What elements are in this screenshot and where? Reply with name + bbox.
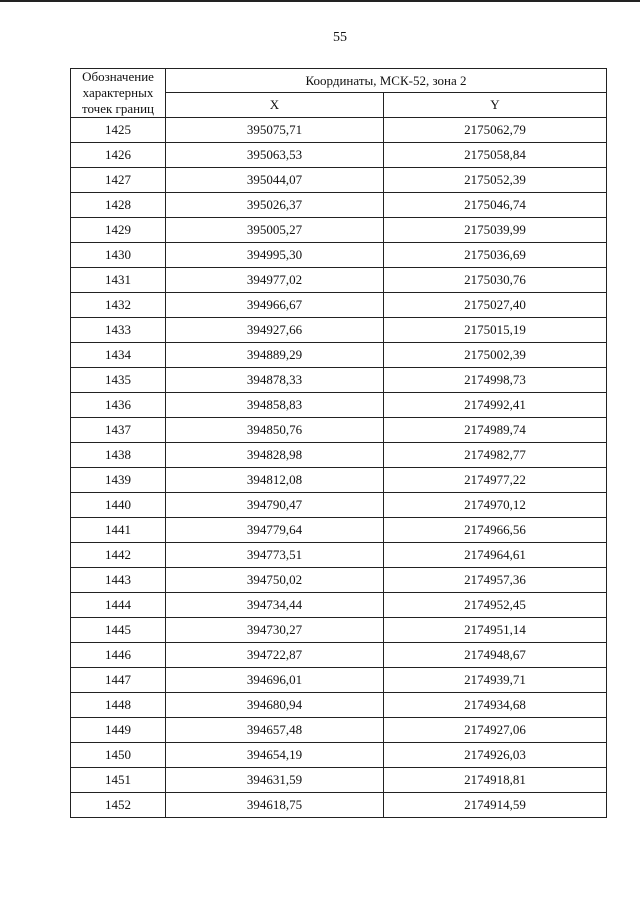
table-row bbox=[71, 318, 607, 343]
y-cell: 2175027,40 bbox=[384, 293, 607, 318]
point-cell: 1450 bbox=[71, 743, 166, 768]
point-cell: 1432 bbox=[71, 293, 166, 318]
table-row bbox=[71, 343, 607, 368]
y-cell: 2175030,76 bbox=[384, 268, 607, 293]
page-top-edge bbox=[0, 0, 640, 2]
table-row bbox=[71, 668, 607, 693]
x-cell: 394722,87 bbox=[166, 643, 384, 668]
y-cell: 2174951,14 bbox=[384, 618, 607, 643]
y-cell: 2175039,99 bbox=[384, 218, 607, 243]
x-cell: 394927,66 bbox=[166, 318, 384, 343]
point-cell: 1430 bbox=[71, 243, 166, 268]
y-cell: 2175062,79 bbox=[384, 118, 607, 143]
y-cell: 2175052,39 bbox=[384, 168, 607, 193]
point-cell: 1444 bbox=[71, 593, 166, 618]
table-row bbox=[71, 593, 607, 618]
y-cell: 2175046,74 bbox=[384, 193, 607, 218]
table-row bbox=[71, 793, 607, 818]
y-cell: 2175058,84 bbox=[384, 143, 607, 168]
y-cell: 2174966,56 bbox=[384, 518, 607, 543]
point-cell: 1437 bbox=[71, 418, 166, 443]
point-cell: 1433 bbox=[71, 318, 166, 343]
y-cell: 2175002,39 bbox=[384, 343, 607, 368]
x-cell: 394657,48 bbox=[166, 718, 384, 743]
table-row bbox=[71, 118, 607, 143]
table-row bbox=[71, 243, 607, 268]
y-cell: 2174952,45 bbox=[384, 593, 607, 618]
table-row bbox=[71, 193, 607, 218]
table-row bbox=[71, 293, 607, 318]
y-cell: 2174992,41 bbox=[384, 393, 607, 418]
y-column-header: Y bbox=[384, 93, 607, 118]
x-cell: 394977,02 bbox=[166, 268, 384, 293]
point-cell: 1434 bbox=[71, 343, 166, 368]
y-cell: 2174914,59 bbox=[384, 793, 607, 818]
x-cell: 394618,75 bbox=[166, 793, 384, 818]
x-cell: 394878,33 bbox=[166, 368, 384, 393]
table-row bbox=[71, 768, 607, 793]
x-cell: 394696,01 bbox=[166, 668, 384, 693]
x-cell: 394828,98 bbox=[166, 443, 384, 468]
point-cell: 1445 bbox=[71, 618, 166, 643]
coordinates-group-header: Координаты, МСК-52, зона 2 bbox=[166, 69, 607, 93]
point-cell: 1447 bbox=[71, 668, 166, 693]
y-cell: 2174982,77 bbox=[384, 443, 607, 468]
point-cell: 1426 bbox=[71, 143, 166, 168]
y-cell: 2174970,12 bbox=[384, 493, 607, 518]
table-body bbox=[71, 118, 607, 818]
x-cell: 394889,29 bbox=[166, 343, 384, 368]
table-row bbox=[71, 143, 607, 168]
point-cell: 1443 bbox=[71, 568, 166, 593]
point-cell: 1436 bbox=[71, 393, 166, 418]
table-row bbox=[71, 743, 607, 768]
x-cell: 395026,37 bbox=[166, 193, 384, 218]
y-cell: 2174977,22 bbox=[384, 468, 607, 493]
x-cell: 395063,53 bbox=[166, 143, 384, 168]
header-row-top bbox=[71, 69, 607, 93]
table-row bbox=[71, 493, 607, 518]
y-cell: 2174934,68 bbox=[384, 693, 607, 718]
table-row bbox=[71, 268, 607, 293]
y-cell: 2174948,67 bbox=[384, 643, 607, 668]
x-column-header: X bbox=[166, 93, 384, 118]
x-cell: 394654,19 bbox=[166, 743, 384, 768]
point-cell: 1429 bbox=[71, 218, 166, 243]
point-cell: 1440 bbox=[71, 493, 166, 518]
y-cell: 2174918,81 bbox=[384, 768, 607, 793]
y-cell: 2174927,06 bbox=[384, 718, 607, 743]
table-row bbox=[71, 218, 607, 243]
x-cell: 394734,44 bbox=[166, 593, 384, 618]
x-cell: 394750,02 bbox=[166, 568, 384, 593]
coordinates-table bbox=[70, 68, 607, 818]
point-cell: 1441 bbox=[71, 518, 166, 543]
point-cell: 1448 bbox=[71, 693, 166, 718]
point-cell: 1442 bbox=[71, 543, 166, 568]
x-cell: 394850,76 bbox=[166, 418, 384, 443]
y-cell: 2174964,61 bbox=[384, 543, 607, 568]
y-cell: 2174998,73 bbox=[384, 368, 607, 393]
x-cell: 394858,83 bbox=[166, 393, 384, 418]
point-cell: 1431 bbox=[71, 268, 166, 293]
table-row bbox=[71, 168, 607, 193]
point-cell: 1427 bbox=[71, 168, 166, 193]
y-cell: 2174926,03 bbox=[384, 743, 607, 768]
x-cell: 394773,51 bbox=[166, 543, 384, 568]
x-cell: 394966,67 bbox=[166, 293, 384, 318]
x-cell: 395075,71 bbox=[166, 118, 384, 143]
table-row bbox=[71, 468, 607, 493]
point-column-header: Обозначение характерных точек границ bbox=[71, 69, 166, 118]
point-cell: 1449 bbox=[71, 718, 166, 743]
point-cell: 1435 bbox=[71, 368, 166, 393]
page-number: 55 bbox=[333, 30, 347, 45]
point-cell: 1439 bbox=[71, 468, 166, 493]
x-cell: 394812,08 bbox=[166, 468, 384, 493]
x-cell: 395005,27 bbox=[166, 218, 384, 243]
x-cell: 394779,64 bbox=[166, 518, 384, 543]
point-cell: 1451 bbox=[71, 768, 166, 793]
table-row bbox=[71, 418, 607, 443]
x-cell: 394790,47 bbox=[166, 493, 384, 518]
point-cell: 1438 bbox=[71, 443, 166, 468]
table-row bbox=[71, 568, 607, 593]
x-cell: 394995,30 bbox=[166, 243, 384, 268]
y-cell: 2174989,74 bbox=[384, 418, 607, 443]
x-cell: 394631,59 bbox=[166, 768, 384, 793]
table-row bbox=[71, 618, 607, 643]
point-cell: 1452 bbox=[71, 793, 166, 818]
point-cell: 1425 bbox=[71, 118, 166, 143]
y-cell: 2174939,71 bbox=[384, 668, 607, 693]
x-cell: 395044,07 bbox=[166, 168, 384, 193]
table-row bbox=[71, 368, 607, 393]
point-cell: 1446 bbox=[71, 643, 166, 668]
y-cell: 2174957,36 bbox=[384, 568, 607, 593]
table-row bbox=[71, 393, 607, 418]
point-cell: 1428 bbox=[71, 193, 166, 218]
table-row bbox=[71, 643, 607, 668]
table-row bbox=[71, 518, 607, 543]
table-row bbox=[71, 693, 607, 718]
table-row bbox=[71, 443, 607, 468]
x-cell: 394680,94 bbox=[166, 693, 384, 718]
x-cell: 394730,27 bbox=[166, 618, 384, 643]
y-cell: 2175015,19 bbox=[384, 318, 607, 343]
y-cell: 2175036,69 bbox=[384, 243, 607, 268]
table-row bbox=[71, 543, 607, 568]
table-header bbox=[71, 69, 607, 118]
table-row bbox=[71, 718, 607, 743]
